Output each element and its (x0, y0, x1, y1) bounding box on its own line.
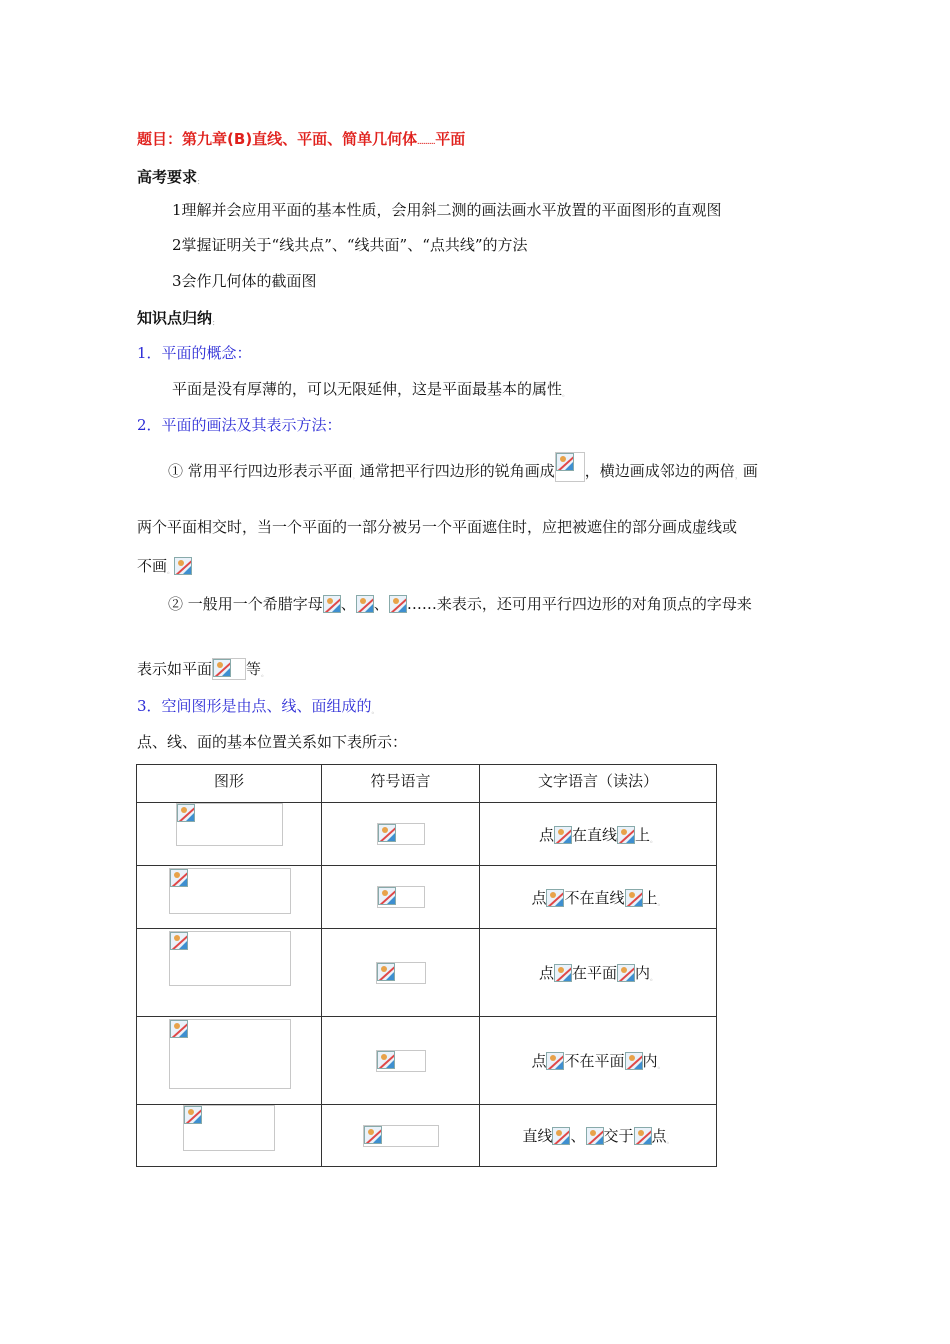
reading-text-b: 在平面 (571, 964, 617, 982)
table-row (137, 1105, 717, 1167)
broken-image-icon (177, 804, 195, 822)
figure-cell (137, 929, 322, 1017)
reading-text-b: 在直线 (571, 825, 617, 844)
table-row (137, 866, 717, 929)
section-3-title-text: 3．空间图形是由点、线、面组成的 (137, 697, 372, 715)
reading-text-a: 直线 (522, 1127, 553, 1145)
para1-text-a: ① 常用平行四边形表示平面 (168, 462, 353, 480)
para1-text-d: 画 (742, 462, 758, 480)
figure-cell (137, 1017, 322, 1105)
broken-image-icon (554, 826, 572, 844)
reading-text-a: 点 (538, 964, 554, 982)
title-tail: 平面 (435, 130, 466, 148)
broken-image-icon (364, 1126, 382, 1144)
figure-image (169, 1019, 291, 1089)
para3-text: 不画 (137, 557, 168, 575)
symbol-image (376, 1050, 426, 1072)
requirements-heading-text: 高考要求 (137, 168, 198, 186)
table-header-row (137, 765, 717, 803)
separator: 、 (373, 595, 389, 613)
title-label: 题目 (137, 130, 168, 148)
broken-image-icon (546, 1052, 564, 1070)
para4-text-a: ② 一般用一个希腊字母 (168, 595, 323, 613)
title-text: 第九章(B)直线、平面、简单几何体 (182, 130, 418, 148)
plane-notation-image (212, 658, 246, 680)
reading-text-d: 点 (651, 1127, 667, 1145)
angle-formula-image (555, 452, 585, 482)
broken-image-icon (546, 889, 564, 907)
reading-text-c: 上 (635, 825, 651, 844)
broken-image-icon (184, 1106, 202, 1124)
broken-image-icon (617, 964, 635, 982)
reading-text-a: 点 (531, 1052, 547, 1070)
figure-cell (137, 866, 322, 929)
figure-image (183, 1105, 275, 1151)
broken-image-icon (389, 595, 407, 613)
broken-image-icon (556, 453, 574, 471)
section-1-body-text: 平面是没有厚薄的，可以无限延伸，这是平面最基本的属性 (172, 380, 563, 398)
section-2-title: 2．平面的画法及其表示方法： (137, 416, 342, 434)
separator: 、 (340, 595, 356, 613)
para5-text-a: 表示如平面 (137, 660, 213, 678)
reading-cell: 直线 、 交于 点。 (480, 1105, 717, 1167)
reading-cell: 点 在平面 内。 (480, 929, 717, 1017)
reading-text-b: 、 (570, 1127, 586, 1145)
symbol-cell (322, 929, 480, 1017)
header-text: 文字语言（读法） (480, 765, 717, 803)
section-3-title: 3．空间图形是由点、线、面组成的。 (137, 697, 379, 715)
figure-cell (137, 1105, 322, 1167)
symbol-cell (322, 866, 480, 929)
broken-image-icon (170, 869, 188, 887)
para4-text-b: ……来表示，还可用平行四边形的对角顶点的字母来 (406, 595, 752, 613)
page-title (137, 128, 465, 149)
symbol-cell (322, 1017, 480, 1105)
broken-image-icon (378, 887, 396, 905)
broken-image-icon (552, 1127, 570, 1145)
figure-cell (137, 803, 322, 866)
broken-image-icon (625, 1052, 643, 1070)
section-2-para-1: ① 常用平行四边形表示平面，通常把平行四边形的锐角画成 ，横边画成邻边的两倍，画 (168, 452, 758, 486)
header-figure: 图形 (137, 765, 322, 803)
section-2-para-5: 表示如平面 等。 (137, 660, 269, 678)
requirement-item-2: 2掌握证明关于“线共点”、“线共面”、“点共线”的方法 (172, 236, 528, 254)
broken-image-icon (170, 1020, 188, 1038)
broken-image-icon (170, 932, 188, 950)
title-colon: ： (167, 130, 183, 148)
requirement-item-1: 1理解并会应用平面的基本性质，会用斜二测的画法画水平放置的平面图形的直观图 (172, 201, 722, 219)
symbol-image (377, 823, 425, 845)
para1-text-b: 通常把平行四边形的锐角画成 (359, 462, 555, 480)
reading-cell: 点 不在直线 上。 (480, 866, 717, 929)
para1-text-c: ，横边画成邻边的两倍 (584, 462, 735, 480)
knowledge-heading: 知识点归纳： (137, 309, 220, 327)
broken-image-icon (617, 826, 635, 844)
reading-text-b: 不在直线 (564, 888, 625, 907)
broken-image-icon (378, 824, 396, 842)
broken-image-icon (554, 964, 572, 982)
reading-text-a: 点 (538, 825, 554, 844)
reading-text-c: 内 (635, 964, 651, 982)
broken-image-icon (174, 557, 192, 575)
broken-image-icon (377, 963, 395, 981)
reading-text-c: 上 (642, 888, 658, 907)
requirements-heading: 高考要求： (137, 168, 205, 186)
symbol-image (376, 962, 426, 984)
figure-image (176, 803, 283, 846)
broken-image-icon (586, 1127, 604, 1145)
para5-text-b: 等 (246, 660, 262, 678)
section-2-para-2: 两个平面相交时，当一个平面的一部分被另一个平面遮住时，应把被遮住的部分画成虚线或 (137, 518, 738, 536)
relation-table (136, 764, 717, 1167)
table-intro: 点、线、面的基本位置关系如下表所示： (137, 733, 408, 751)
section-2-para-4 (168, 594, 752, 614)
symbol-image (363, 1125, 439, 1147)
table-row (137, 929, 717, 1017)
broken-image-icon (323, 595, 341, 613)
reading-text-a: 点 (531, 888, 547, 907)
table-row (137, 803, 717, 866)
reading-text-c: 交于 (603, 1127, 634, 1145)
table-row (137, 1017, 717, 1105)
broken-image-icon (213, 659, 231, 677)
requirement-item-3: 3会作几何体的截面图 (172, 272, 317, 290)
symbol-cell (322, 1105, 480, 1167)
reading-cell: 点 不在平面 内。 (480, 1017, 717, 1105)
figure-image (169, 931, 291, 986)
symbol-cell (322, 803, 480, 866)
knowledge-heading-text: 知识点归纳 (137, 309, 213, 327)
reading-cell: 点 在直线 上。 (480, 803, 717, 866)
header-symbol: 符号语言 (322, 765, 480, 803)
broken-image-icon (634, 1127, 652, 1145)
symbol-image (377, 886, 425, 908)
section-1-title: 1．平面的概念： (137, 344, 252, 362)
figure-image (169, 868, 291, 914)
broken-image-icon (377, 1051, 395, 1069)
reading-text-b: 不在平面 (564, 1052, 625, 1070)
title-dots: ……… (417, 139, 436, 146)
section-2-para-3: 不画。 (137, 556, 192, 581)
section-1-body: 平面是没有厚薄的，可以无限延伸，这是平面最基本的属性。 (172, 380, 570, 398)
broken-image-icon (356, 595, 374, 613)
broken-image-icon (625, 889, 643, 907)
reading-text-c: 内 (642, 1052, 658, 1070)
